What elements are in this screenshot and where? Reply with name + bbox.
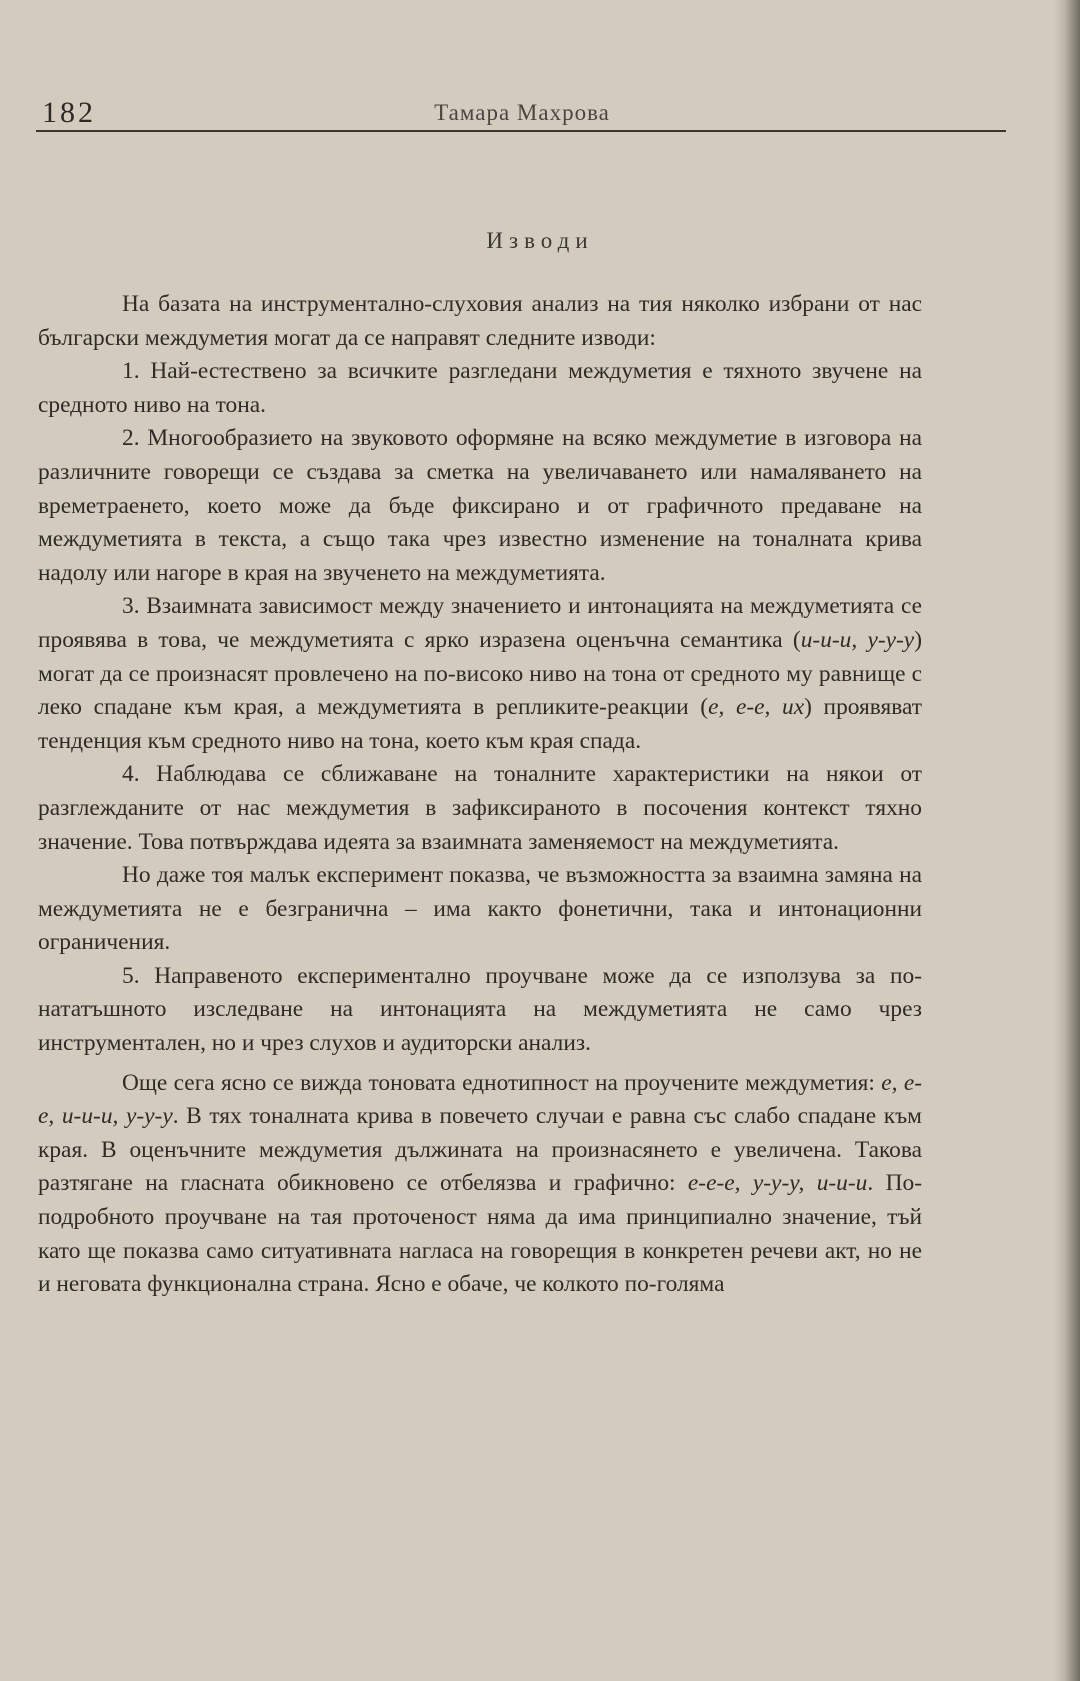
italic-example: и-и-и, у-у-у	[800, 626, 915, 653]
paragraph-conclusion-1: 1. Най-естествено за всичките разгледани междуметия е тяхното звучене на средното ниво на тона.	[38, 358, 922, 418]
italic-example: е, е-е, их	[708, 694, 805, 721]
paragraph-conclusion-4: 4. Наблюдава се сближаване на тоналните характеристики на някои от разглежданите от нас междуметия в зафиксираното в посочения контекст тяхно значение. Това потвърждава идеята за взаимната заменяемост на междуметията.	[38, 761, 922, 855]
paragraph-discussion: Още сега ясно се вижда тоновата еднотипност на проучените междуметия: е, е-е, и-и-и, у-у-у. В тях тоналната крива в повечето случаи е равна със слабо спадане към края. В оценъчните междуметия дължината на произнасянето е увеличена. Такова разтягане на гласната обикновено се отбелязва и графично: е-е-е, у-у-у, и-и-и. По-подробното проучване на тая проточеност няма да има принципиално значение, тъй като ще показва само ситуативната нагласа на говорещия в конкретен речеви акт, но не и неговата функционална страна. Ясно е обаче, че колкото по-голяма	[38, 1069, 923, 1298]
header-rule	[36, 130, 1006, 132]
running-head-author: Тамара Махрова	[434, 100, 610, 125]
paragraph-conclusion-5: 5. Направеното експериментално проучване може да се използува за по-нататъшното изследване на интонацията на междуметията не само чрез инструментален, но и чрез слухов и аудиторски анализ.	[38, 962, 922, 1057]
body-text	[38, 288, 922, 1302]
paragraph-conclusion-3: 3. Взаимната зависимост между значението и интонацията на междуметията се проявява в това, че междуметията с ярко изразена оценъчна семантика (и-и-и, у-у-у) могат да се произнасят провлечено на по-високо ниво на тона от средното му равнище с леко спадане към края, а междуметията в репликите-реакции (е, е-е, их) проявяват тенденция към средното ниво на тона, което към края спада.	[38, 593, 923, 754]
paragraph-conclusion-2: 2. Многообразието на звуковото оформяне на всяко междуметие в изговора на различните говорещи се създава за сметка на увеличаването или намаляването на времетраенето, което може да бъде фиксирано и от графичното предаване на междуметията в текста, а също така чрез известно изменение на тоналната крива надолу или нагоре в края на звученето на междуметията.	[38, 425, 922, 586]
section-title: Изводи	[486, 228, 594, 253]
italic-example: е-е-е, у-у-у, и-и-и	[687, 1170, 868, 1197]
running-head	[38, 96, 1006, 132]
paragraph-intro: На базата на инструментално-слуховия анализ на тия няколко избрани от нас български междуметия могат да се направят следните изводи:	[38, 291, 922, 351]
italic-example: е, е-е, и-и-и, у-у-у	[38, 1069, 923, 1130]
paragraph-limitation: Но даже тоя малък експеримент показва, че възможността за взаимна замяна на междуметията не е безгранична – има както фонетични, така и интонационни ограничения.	[38, 862, 922, 956]
page-number: 182	[42, 96, 96, 129]
